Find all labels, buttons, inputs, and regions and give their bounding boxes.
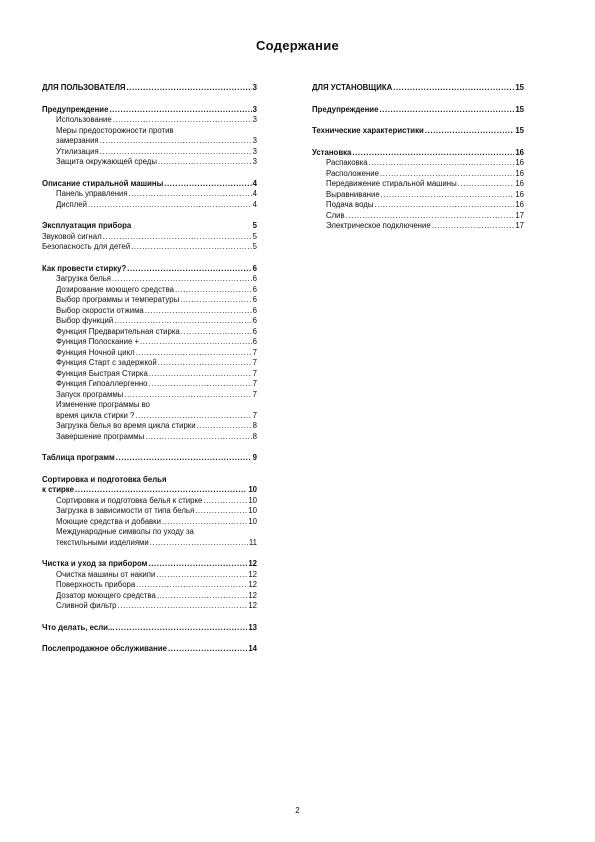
toc-entry-title: Функция Предварительная стирка <box>56 326 180 336</box>
toc-entry-title: Моющие средства и добавки <box>56 516 161 526</box>
toc-section-entry[interactable] <box>42 623 257 634</box>
toc-entry-title: Технические характеристики <box>312 126 424 135</box>
toc-entry[interactable] <box>42 369 257 380</box>
toc-entry-title: Функция Старт с задержкой <box>56 358 157 367</box>
dot-leader <box>393 83 514 94</box>
dot-leader <box>352 148 514 159</box>
toc-entry-page: 4 <box>252 178 257 188</box>
toc-section-entry[interactable] <box>42 83 257 94</box>
dot-leader <box>346 211 515 222</box>
toc-entry[interactable] <box>42 570 257 581</box>
toc-entry-title: Сливной фильтр <box>56 601 117 610</box>
toc-gap <box>312 115 524 126</box>
toc-entry[interactable] <box>42 274 257 285</box>
toc-section-entry[interactable] <box>312 83 524 94</box>
toc-entry[interactable] <box>312 179 524 190</box>
toc-entry[interactable] <box>312 200 524 211</box>
dot-leader <box>112 274 252 285</box>
toc-entry-title: Звуковой сигнал <box>42 231 102 241</box>
dot-leader <box>380 169 514 180</box>
toc-gap <box>42 633 257 644</box>
toc-entry-title: замерзания <box>56 136 99 145</box>
toc-entry-title: Передвижение стиральной машины <box>326 179 457 188</box>
toc-entry-title: Сортировка и подготовка белья <box>42 474 167 484</box>
toc-entry-page: 6 <box>252 305 257 315</box>
toc-gap <box>42 442 257 453</box>
toc-entry[interactable] <box>42 200 257 211</box>
toc-entry-title: ДЛЯ ПОЛЬЗОВАТЕЛЯ <box>42 83 126 92</box>
dot-leader <box>162 517 247 528</box>
dot-leader <box>432 221 515 232</box>
toc-entry-title: Выбор программы и температуры <box>56 295 180 304</box>
dot-leader <box>113 115 252 126</box>
toc-entry-title: Предупреждение <box>42 104 109 114</box>
toc-entry-page: 6 <box>252 284 257 294</box>
toc-entry-title: Меры предосторожности против <box>56 125 174 135</box>
toc-entry-page: 8 <box>252 421 257 430</box>
toc-entry-title: Поверхность прибора <box>56 580 136 589</box>
toc-entry-page: 3 <box>252 146 257 156</box>
dot-leader <box>145 306 252 317</box>
toc-entry[interactable] <box>42 421 257 432</box>
toc-entry-page: 6 <box>252 263 257 273</box>
toc-entry[interactable] <box>42 295 257 306</box>
dot-leader <box>127 264 251 275</box>
dot-leader <box>149 379 252 390</box>
page-number: 2 <box>295 806 300 815</box>
toc-entry-title: Изменение программы во <box>56 400 150 409</box>
toc-entry-page: 3 <box>252 104 257 114</box>
toc-entry-title: Функция Ночной цикл <box>56 347 135 357</box>
dot-leader <box>136 348 252 359</box>
toc-entry-page: 5 <box>252 242 257 251</box>
toc-entry-title: Электрическое подключение <box>326 221 431 230</box>
toc-entry-page: 17 <box>515 210 524 220</box>
toc-entry-page: 11 <box>248 537 257 547</box>
dot-leader <box>129 189 252 200</box>
dot-leader <box>145 432 251 443</box>
toc-entry-title: Международные символы по уходу за <box>56 527 194 536</box>
toc-entry-title: Установка <box>312 147 352 157</box>
page-title: Содержание <box>255 38 340 53</box>
toc-entry-page: 15 <box>515 83 524 92</box>
dot-leader <box>124 390 251 401</box>
toc-section-entry[interactable] <box>42 644 257 655</box>
toc-entry[interactable] <box>42 115 257 126</box>
toc-entry-page: 13 <box>248 622 257 632</box>
dot-leader <box>374 200 514 211</box>
toc-entry[interactable] <box>312 169 524 180</box>
toc-section-entry[interactable] <box>312 148 524 159</box>
toc-gap <box>42 94 257 105</box>
dot-leader <box>369 158 515 169</box>
dot-leader <box>100 136 252 147</box>
toc-section-entry[interactable] <box>42 221 257 232</box>
toc-left-column <box>42 83 257 655</box>
toc-entry-title: Защита окружающей среды <box>56 157 157 166</box>
toc-entry-page: 12 <box>248 559 257 568</box>
toc-entry[interactable] <box>42 285 257 296</box>
toc-entry[interactable] <box>42 379 257 390</box>
toc-entry[interactable] <box>312 158 524 169</box>
toc-entry-title: Что делать, если... <box>42 622 115 632</box>
toc-entry-title: Дозатор моющего средства <box>56 590 156 600</box>
dot-leader <box>150 538 248 549</box>
dot-leader <box>136 580 247 591</box>
toc-entry-page: 10 <box>248 506 257 515</box>
toc-entry-title: Запуск программы <box>56 389 124 399</box>
dot-leader <box>149 369 252 380</box>
toc-entry-page: 15 <box>515 104 524 114</box>
toc-entry-page: 16 <box>515 168 524 178</box>
toc-entry[interactable] <box>42 147 257 158</box>
toc-entry-page: 7 <box>252 389 257 399</box>
toc-entry-title: ДЛЯ УСТАНОВЩИКА <box>312 83 393 92</box>
toc-entry-page: 3 <box>252 157 257 166</box>
toc-entry[interactable] <box>312 211 524 222</box>
toc-section-entry[interactable] <box>42 485 257 496</box>
toc-entry[interactable] <box>42 189 257 200</box>
toc-entry[interactable] <box>42 126 257 137</box>
dot-leader <box>116 453 252 464</box>
toc-right-column <box>312 83 524 232</box>
toc-gap <box>42 168 257 179</box>
toc-entry[interactable] <box>42 306 257 317</box>
toc-gap <box>42 464 257 475</box>
toc-entry-title: Описание стиральной машины <box>42 178 164 188</box>
dot-leader <box>181 327 252 338</box>
toc-entry-title: Безопасность для детей <box>42 242 131 251</box>
toc-entry-title: Дозирование моющего средства <box>56 284 174 294</box>
toc-entry[interactable] <box>42 601 257 612</box>
dot-leader <box>195 506 247 517</box>
toc-entry[interactable] <box>42 538 257 549</box>
dot-leader <box>135 411 251 422</box>
toc-entry[interactable] <box>312 221 524 232</box>
dot-leader <box>109 105 251 116</box>
dot-leader <box>156 570 247 581</box>
toc-entry[interactable] <box>312 190 524 201</box>
toc-entry[interactable] <box>42 348 257 359</box>
toc-entry-title: Подача воды <box>326 200 374 209</box>
toc-entry-page: 4 <box>252 199 257 209</box>
toc-gap <box>312 137 524 148</box>
toc-entry-title: Распаковка <box>326 158 368 167</box>
toc-entry-page: 6 <box>252 316 257 325</box>
toc-entry[interactable] <box>42 411 257 422</box>
dot-leader <box>158 358 252 369</box>
toc-section-entry[interactable] <box>42 105 257 116</box>
toc-entry-title: Функция Гипоаллергенно <box>56 379 148 388</box>
toc-entry-title: Дисплей <box>56 199 87 209</box>
dot-leader <box>118 601 248 612</box>
toc-section-entry[interactable] <box>42 559 257 570</box>
dot-leader <box>158 157 252 168</box>
dot-leader <box>197 421 252 432</box>
dot-leader <box>180 295 251 306</box>
toc-entry-title: Эксплуатация прибора <box>42 221 132 230</box>
toc-entry-title: Панель управления <box>56 189 128 198</box>
toc-entry-page: 15 <box>515 126 524 135</box>
toc-entry-page: 16 <box>515 200 524 209</box>
toc-entry-page: 12 <box>248 601 257 610</box>
toc-entry[interactable] <box>42 136 257 147</box>
toc-entry-title: Как провести стирку? <box>42 263 127 273</box>
toc-entry[interactable] <box>42 358 257 369</box>
dot-leader <box>115 623 247 634</box>
toc-entry-title: Завершение программы <box>56 431 145 441</box>
toc-entry-title: Предупреждение <box>312 104 379 114</box>
dot-leader <box>203 496 247 507</box>
toc-entry[interactable] <box>42 242 257 253</box>
toc-entry-title: Использование <box>56 115 112 124</box>
dot-leader <box>88 200 252 211</box>
toc-section-entry[interactable] <box>42 453 257 464</box>
toc-entry-title: Послепродажное обслуживание <box>42 644 167 653</box>
dot-leader <box>175 285 252 296</box>
toc-entry-title: Сортировка и подготовка белья к стирке <box>56 495 203 505</box>
toc-entry-page: 10 <box>248 516 257 526</box>
toc-entry-page: 16 <box>515 189 524 199</box>
toc-entry-page: 4 <box>252 189 257 198</box>
toc-entry-title: Загрузка белья <box>56 274 111 283</box>
toc-entry-page: 12 <box>248 580 257 589</box>
toc-gap <box>42 253 257 264</box>
toc-entry-page: 7 <box>252 368 257 378</box>
toc-entry-title: Загрузка в зависимости от типа белья <box>56 506 195 515</box>
toc-section-entry[interactable] <box>42 179 257 190</box>
toc-entry[interactable] <box>42 327 257 338</box>
toc-entry-page: 12 <box>248 569 257 579</box>
dot-leader <box>100 147 252 158</box>
toc-entry-page: 6 <box>252 326 257 336</box>
toc-entry[interactable] <box>42 506 257 517</box>
toc-entry-page: 16 <box>515 147 524 157</box>
toc-entry-page: 10 <box>248 485 257 494</box>
dot-leader <box>168 644 247 655</box>
toc-entry[interactable] <box>42 591 257 602</box>
toc-gap <box>42 612 257 623</box>
dot-leader <box>164 179 251 190</box>
dot-leader <box>114 316 251 327</box>
toc-entry-page: 7 <box>252 347 257 357</box>
toc-entry-page: 10 <box>248 495 257 505</box>
dot-leader <box>127 83 252 94</box>
toc-section-entry[interactable] <box>312 105 524 116</box>
toc-entry-title: время цикла стирки ? <box>56 410 135 420</box>
toc-entry-page: 17 <box>515 221 524 230</box>
toc-entry-page: 12 <box>248 590 257 600</box>
toc-entry-title: Выбор скорости отжима <box>56 305 144 315</box>
toc-entry-title: Утилизация <box>56 146 99 156</box>
toc-entry-title: к стирке <box>42 485 75 494</box>
dot-leader <box>75 485 247 496</box>
toc-entry-page: 5 <box>252 231 257 241</box>
toc-section-entry[interactable] <box>42 475 257 486</box>
toc-entry-title: Функция Полоскание + <box>56 337 140 346</box>
toc-entry[interactable] <box>42 157 257 168</box>
toc-entry-title: Загрузка белья во время цикла стирки <box>56 421 196 430</box>
dot-leader <box>103 232 252 243</box>
toc-entry[interactable] <box>42 400 257 411</box>
toc-entry[interactable] <box>42 390 257 401</box>
dot-leader <box>140 337 252 348</box>
toc-entry-title: Слив <box>326 210 345 220</box>
toc-entry[interactable] <box>42 337 257 348</box>
toc-section-entry[interactable] <box>42 264 257 275</box>
toc-entry[interactable] <box>42 316 257 327</box>
toc-entry-page: 5 <box>252 221 257 230</box>
toc-entry-title: Выравнивание <box>326 189 380 199</box>
toc-entry-title: Расположение <box>326 168 379 178</box>
dot-leader <box>131 242 251 253</box>
toc-entry[interactable] <box>42 527 257 538</box>
dot-leader <box>157 591 247 602</box>
toc-entry[interactable] <box>42 232 257 243</box>
toc-entry-page: 3 <box>252 115 257 124</box>
dot-leader <box>458 179 515 190</box>
toc-section-entry[interactable] <box>312 126 524 137</box>
toc-entry-page: 8 <box>252 431 257 441</box>
toc-entry-page: 6 <box>252 274 257 283</box>
toc-entry-title: Чистка и уход за прибором <box>42 559 148 568</box>
toc-entry-page: 7 <box>252 410 257 420</box>
toc-entry-page: 6 <box>252 295 257 304</box>
toc-entry-page: 16 <box>515 179 524 188</box>
toc-entry-page: 3 <box>252 83 257 92</box>
dot-leader <box>425 126 515 137</box>
toc-gap <box>42 548 257 559</box>
toc-entry-page: 7 <box>252 358 257 367</box>
toc-entry-title: Выбор функций <box>56 316 114 325</box>
dot-leader <box>148 559 247 570</box>
toc-entry-page: 16 <box>515 158 524 167</box>
toc-entry[interactable] <box>42 517 257 528</box>
toc-entry-title: текстильными изделиями <box>56 537 149 547</box>
dot-leader <box>381 190 515 201</box>
toc-gap <box>42 210 257 221</box>
toc-entry[interactable] <box>42 580 257 591</box>
toc-entry[interactable] <box>42 496 257 507</box>
toc-entry-page: 6 <box>252 337 257 346</box>
toc-entry-title: Очистка машины от накипи <box>56 569 156 579</box>
toc-entry[interactable] <box>42 432 257 443</box>
toc-gap <box>312 94 524 105</box>
toc-entry-page: 9 <box>252 453 257 462</box>
toc-entry-page: 14 <box>248 644 257 653</box>
toc-entry-page: 7 <box>252 379 257 388</box>
dot-leader <box>379 105 514 116</box>
toc-entry-title: Таблица программ <box>42 453 115 462</box>
toc-entry-title: Функция Быстрая Стирка <box>56 368 148 378</box>
toc-entry-page: 3 <box>252 136 257 145</box>
